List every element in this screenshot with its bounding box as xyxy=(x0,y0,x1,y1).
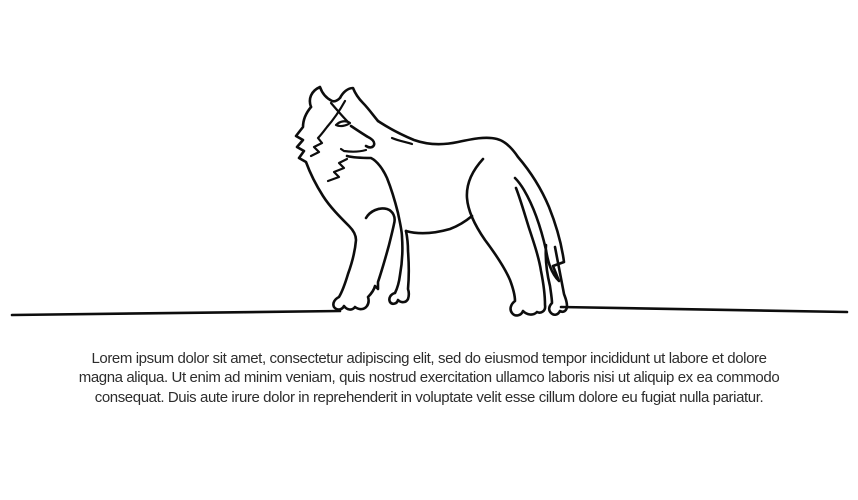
wolf-eye xyxy=(336,121,350,126)
wolf-ruff-chest-front-leg xyxy=(296,107,395,310)
caption-line-3: consequat. Duis aute irure dolor in reprehenderit in voluptate velit esse cillum dolore eu fugiat nulla pariatur. xyxy=(94,388,764,406)
wolf-back-tail xyxy=(378,121,564,281)
caption-paragraph xyxy=(0,349,858,407)
wolf-belly xyxy=(406,216,472,233)
caption-line-2: magna aliqua. Ut enim ad minim veniam, quis nostrud exercitation ullamco laboris nisi ut aliquip ex ea commodo xyxy=(78,369,780,387)
ground-line-right xyxy=(561,307,847,312)
wolf-underjaw-fur xyxy=(328,159,347,181)
wolf-line-art xyxy=(296,87,567,315)
wolf-near-hind-leg xyxy=(467,159,545,315)
wolf-mouth xyxy=(341,149,366,152)
wolf-face-marking xyxy=(311,101,345,156)
ground-line-left xyxy=(12,311,340,315)
wolf-muzzle-nose xyxy=(351,126,374,147)
caption-line-1: Lorem ipsum dolor sit amet, consectetur adipiscing elit, sed do eiusmod tempor incididunt ut labore et dolore xyxy=(91,350,767,367)
